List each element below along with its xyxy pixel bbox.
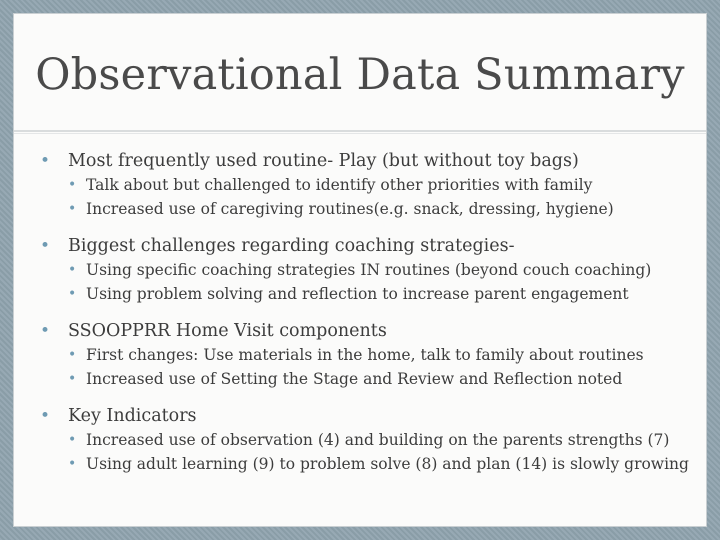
- slide-title: Observational Data Summary: [35, 50, 685, 100]
- bullet-item: [40, 405, 690, 428]
- bullet-icon: •: [40, 151, 51, 171]
- bullet-group-4: [40, 405, 690, 474]
- sub-bullet-item: [68, 199, 690, 219]
- bullet-group-1: [40, 150, 690, 219]
- sub-bullet-icon: •: [68, 371, 77, 387]
- bullet-icon: •: [40, 236, 51, 256]
- sub-bullet-icon: •: [68, 286, 77, 302]
- sub-bullet-icon: •: [68, 432, 77, 448]
- bullet-text: Biggest challenges regarding coaching strategies-: [68, 236, 515, 256]
- sub-bullet-text: Talk about but challenged to identify other priorities with family: [86, 176, 593, 194]
- title-divider-secondary: [14, 133, 706, 134]
- sub-bullet-text: Using adult learning (9) to problem solve (8) and plan (14) is slowly growing: [86, 455, 689, 473]
- sub-bullet-item: [68, 175, 690, 195]
- sub-bullet-text: Increased use of observation (4) and building on the parents strengths (7): [86, 431, 670, 449]
- title-divider: [14, 130, 706, 132]
- bullet-item: [40, 320, 690, 343]
- sub-bullet-text: Increased use of caregiving routines(e.g. snack, dressing, hygiene): [86, 200, 614, 218]
- sub-bullet-item: [68, 260, 690, 280]
- bullet-item: [40, 150, 690, 173]
- sub-bullet-item: [68, 430, 690, 450]
- bullet-group-3: [40, 320, 690, 389]
- sub-bullet-icon: •: [68, 456, 77, 472]
- bullet-icon: •: [40, 321, 51, 341]
- sub-bullet-list: [68, 260, 690, 304]
- sub-bullet-icon: •: [68, 177, 77, 193]
- sub-bullet-text: Increased use of Setting the Stage and Review and Reflection noted: [86, 370, 623, 388]
- sub-bullet-icon: •: [68, 347, 77, 363]
- sub-bullet-list: [68, 430, 690, 474]
- sub-bullet-text: Using problem solving and reflection to increase parent engagement: [86, 285, 629, 303]
- bullet-group-2: [40, 235, 690, 304]
- sub-bullet-text: Using specific coaching strategies IN routines (beyond couch coaching): [86, 261, 652, 279]
- bullet-text: Key Indicators: [68, 406, 197, 426]
- sub-bullet-list: [68, 175, 690, 219]
- sub-bullet-item: [68, 345, 690, 365]
- sub-bullet-item: [68, 369, 690, 389]
- sub-bullet-text: First changes: Use materials in the home, talk to family about routines: [86, 346, 644, 364]
- bullet-text: Most frequently used routine- Play (but without toy bags): [68, 151, 579, 171]
- sub-bullet-list: [68, 345, 690, 389]
- title-block: [14, 14, 706, 130]
- bullet-list: [40, 150, 690, 490]
- bullet-item: [40, 235, 690, 258]
- sub-bullet-icon: •: [68, 201, 77, 217]
- bullet-icon: •: [40, 406, 51, 426]
- sub-bullet-item: [68, 284, 690, 304]
- bullet-text: SSOOPPRR Home Visit components: [68, 321, 387, 341]
- slide: [13, 13, 707, 527]
- sub-bullet-item: [68, 454, 690, 474]
- sub-bullet-icon: •: [68, 262, 77, 278]
